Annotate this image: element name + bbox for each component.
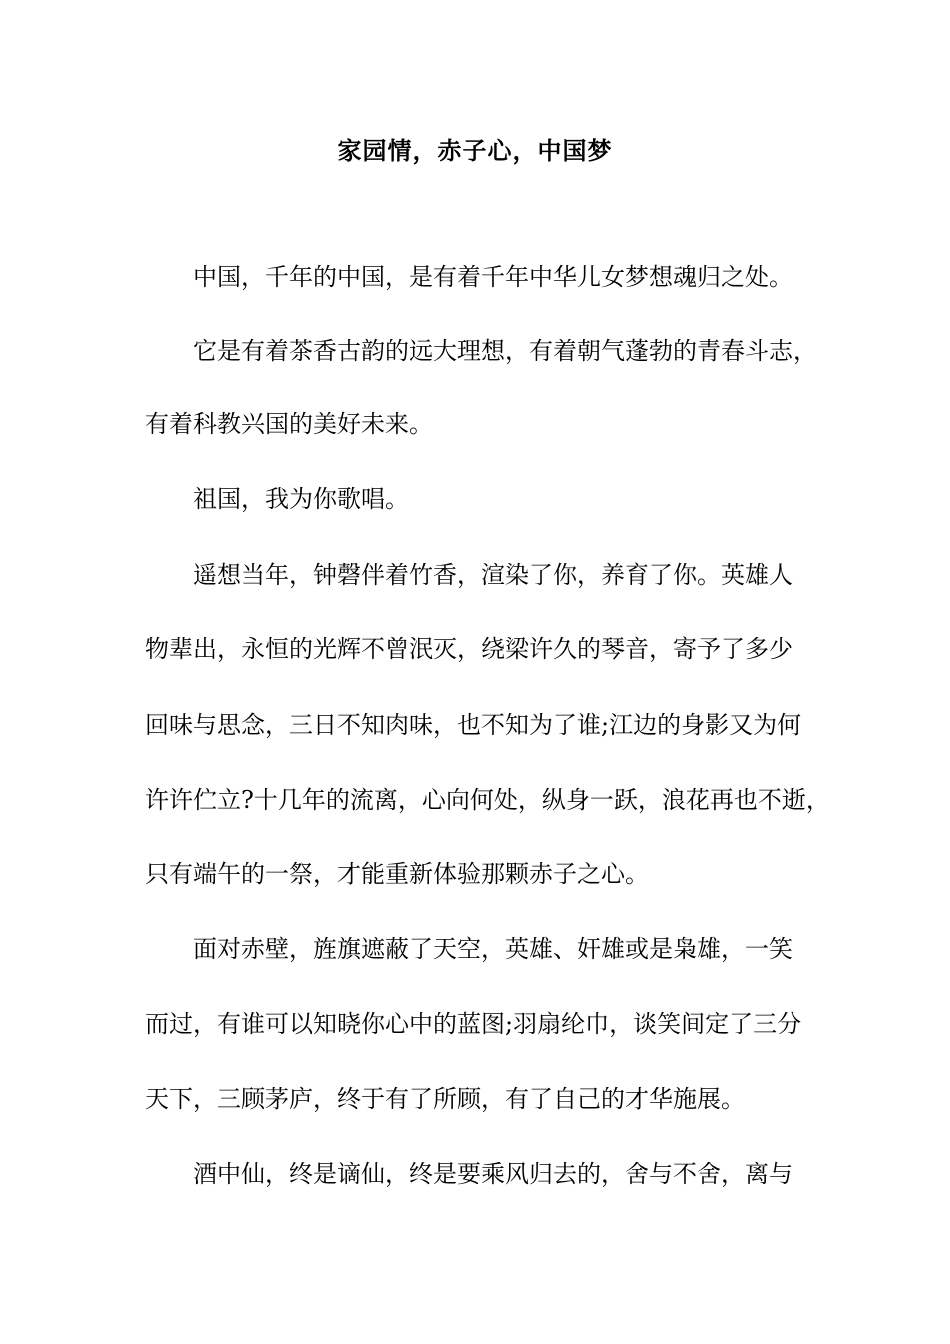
- paragraph-line: 有着科教兴国的美好未来。: [145, 410, 433, 438]
- paragraph-line: 祖国，我为你歌唱。: [193, 485, 409, 513]
- paragraph-line: 而过，有谁可以知晓你心中的蓝图;羽扇纶巾，谈笑间定了三分: [145, 1010, 802, 1038]
- paragraph-line: 中国，千年的中国，是有着千年中华儿女梦想魂归之处。: [193, 263, 793, 291]
- paragraph-line: 酒中仙，终是谪仙，终是要乘风归去的，舍与不舍，离与: [193, 1160, 793, 1188]
- paragraph-line: 它是有着茶香古韵的远大理想，有着朝气蓬勃的青春斗志，: [193, 337, 817, 365]
- paragraph-line: 回味与思念，三日不知肉味，也不知为了谁;江边的身影又为何: [145, 711, 802, 739]
- paragraph-line: 只有端午的一祭，才能重新体验那颗赤子之心。: [145, 860, 649, 888]
- paragraph-line: 遥想当年，钟磬伴着竹香，渲染了你，养育了你。英雄人: [193, 561, 793, 589]
- paragraph-line: 许许伫立?十几年的流离，心向何处，纵身一跃，浪花再也不逝，: [145, 786, 830, 814]
- paragraph-line: 面对赤壁，旌旗遮蔽了天空，英雄、奸雄或是枭雄，一笑: [193, 935, 793, 963]
- document-title: 家园情，赤子心，中国梦: [337, 136, 613, 165]
- paragraph-line: 物辈出，永恒的光辉不曾泯灭，绕梁许久的琴音，寄予了多少: [145, 635, 793, 663]
- paragraph-line: 天下，三顾茅庐，终于有了所顾，有了自己的才华施展。: [145, 1085, 745, 1113]
